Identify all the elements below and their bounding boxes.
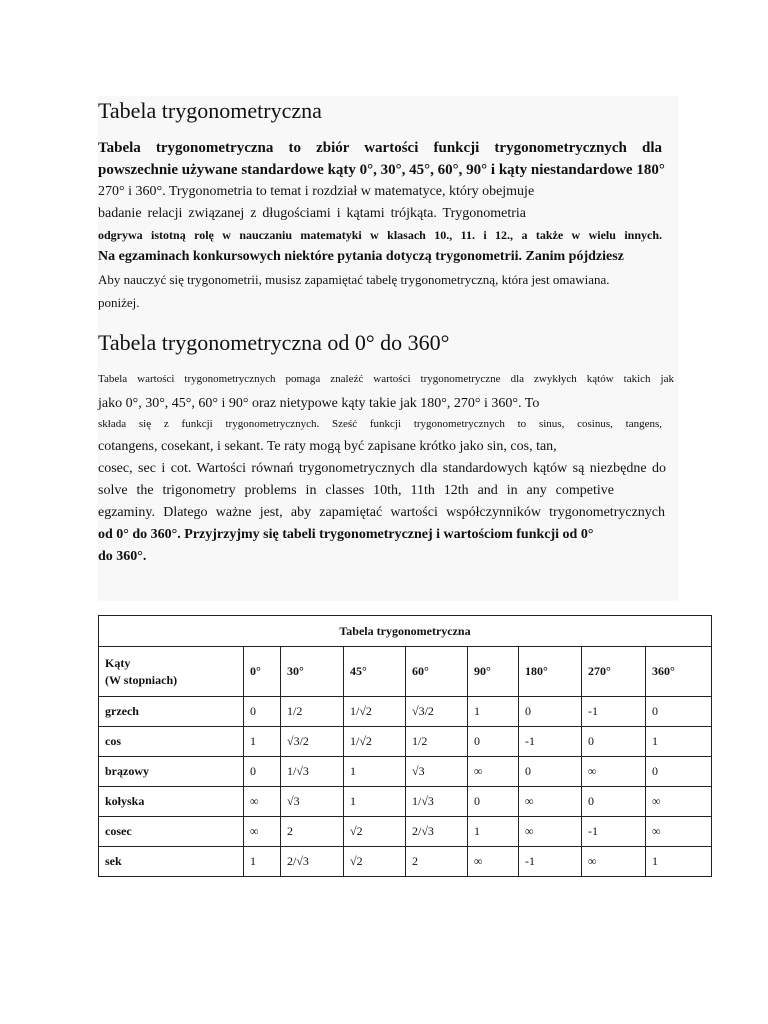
table-cell: 2 [281,817,344,847]
table-cell: √3/2 [281,727,344,757]
table-cell: 0 [244,697,281,727]
row-label: sek [99,847,244,877]
intro-line-6: Na egzaminach konkursowych niektóre pytania dotyczą trygonometrii. Zanim pójdziesz [98,249,624,264]
row-label: kołyska [99,787,244,817]
table-cell: 1 [244,727,281,757]
table-cell: -1 [582,697,646,727]
table-header-row [99,647,712,697]
row-label: cos [99,727,244,757]
angle-header: 360° [646,647,712,697]
angles-header-label: Kąty [105,656,131,671]
table-cell: ∞ [582,757,646,787]
table-cell: ∞ [244,817,281,847]
intro-line-5: odgrywa istotną rolę w nauczaniu matematyki w klasach 10., 11. i 12., a także w wielu innych. [98,228,662,242]
row-label: grzech [99,697,244,727]
intro-line-2: powszechnie używane standardowe kąty 0°, 30°, 45°, 60°, 90° i kąty niestandardowe 180° [98,162,665,178]
table-cell: 0 [646,697,712,727]
table-row [99,727,712,757]
body-line-5: cosec, sec i cot. Wartości równań trygonometrycznych dla standardowych kątów są niezbędne do [98,461,666,476]
table-cell: -1 [519,727,582,757]
table-row [99,817,712,847]
table-row [99,787,712,817]
table-cell: 1 [244,847,281,877]
table-row [99,697,712,727]
table-cell: ∞ [468,757,519,787]
table-cell: 1/√3 [281,757,344,787]
body-line-1: Tabela wartości trygonometrycznych pomaga znaleźć wartości trygonometryczne dla zwykłych kątów takich jak [98,373,674,385]
intro-line-1: Tabela trygonometryczna to zbiór wartości funkcji trygonometrycznych dla [98,140,662,156]
table-cell: √3 [281,787,344,817]
table-cell: ∞ [519,787,582,817]
table-cell: 1 [646,727,712,757]
trig-table [98,615,712,877]
table-cell: 0 [244,757,281,787]
table-cell: 0 [646,757,712,787]
table-cell: ∞ [646,817,712,847]
table-cell: -1 [519,847,582,877]
table-cell: 1 [468,817,519,847]
table-cell: √3 [406,757,468,787]
section-title-0-360: Tabela trygonometryczna od 0° do 360° [98,330,450,355]
body-line-4: cotangens, cosekant, i sekant. Te raty mogą być zapisane krótko jako sin, cos, tan, [98,439,557,454]
angle-header: 30° [281,647,344,697]
table-caption: Tabela trygonometryczna [99,616,712,647]
table-cell: 0 [468,727,519,757]
table-row [99,757,712,787]
body-line-6: solve the trigonometry problems in classes 10th, 11th 12th and in any competive [98,483,614,498]
table-cell: 1 [344,787,406,817]
table-cell: 1 [468,697,519,727]
table-cell: 2 [406,847,468,877]
table-cell: 1/2 [406,727,468,757]
table-cell: 1 [646,847,712,877]
angle-header: 45° [344,647,406,697]
table-cell: ∞ [646,787,712,817]
table-cell: ∞ [244,787,281,817]
table-cell: 1/√2 [344,697,406,727]
table-cell: ∞ [519,817,582,847]
table-cell: 2/√3 [406,817,468,847]
body-line-7: egzaminy. Dlatego ważne jest, aby zapamiętać wartości współczynników trygonometrycznych [98,505,665,520]
table-cell: 0 [519,697,582,727]
table-cell: 0 [582,727,646,757]
article-body [98,96,678,601]
table-cell: 1/2 [281,697,344,727]
angle-header: 0° [244,647,281,697]
section-title-trig-table: Tabela trygonometryczna [98,98,322,123]
intro-line-8: poniżej. [98,295,140,310]
angles-header-unit: (W stopniach) [105,672,178,687]
table-cell: ∞ [468,847,519,877]
angles-header-cell [99,647,244,697]
table-cell: 1 [344,757,406,787]
body-line-3: składa się z funkcji trygonometrycznych. Sześć funkcji trygonometrycznych to sinus, cosinus, tangens, [98,418,662,430]
table-cell: √3/2 [406,697,468,727]
table-cell: -1 [582,817,646,847]
intro-line-4: badanie relacji związanej z długościami i kątami trójkąta. Trygonometria [98,206,526,221]
body-line-2: jako 0°, 30°, 45°, 60° i 90° oraz nietypowe kąty takie jak 180°, 270° i 360°. To [98,396,540,411]
table-cell: 1/√3 [406,787,468,817]
row-label: brązowy [99,757,244,787]
table-cell: 0 [468,787,519,817]
table-cell: 0 [519,757,582,787]
table-row [99,847,712,877]
table-cell: 1/√2 [344,727,406,757]
angle-header: 90° [468,647,519,697]
body-line-8: od 0° do 360°. Przyjrzyjmy się tabeli trygonometrycznej i wartościom funkcji od 0° [98,527,594,542]
intro-line-7: Aby nauczyć się trygonometrii, musisz zapamiętać tabelę trygonometryczną, która jest omawiana. [98,272,610,287]
table-cell: ∞ [582,847,646,877]
angle-header: 270° [582,647,646,697]
body-line-9: do 360°. [98,549,147,564]
row-label: cosec [99,817,244,847]
table-cell: 2/√3 [281,847,344,877]
intro-line-3: 270° i 360°. Trygonometria to temat i rozdział w matematyce, który obejmuje [98,184,535,199]
table-cell: √2 [344,847,406,877]
table-cell: 0 [582,787,646,817]
table-cell: √2 [344,817,406,847]
angle-header: 60° [406,647,468,697]
angle-header: 180° [519,647,582,697]
